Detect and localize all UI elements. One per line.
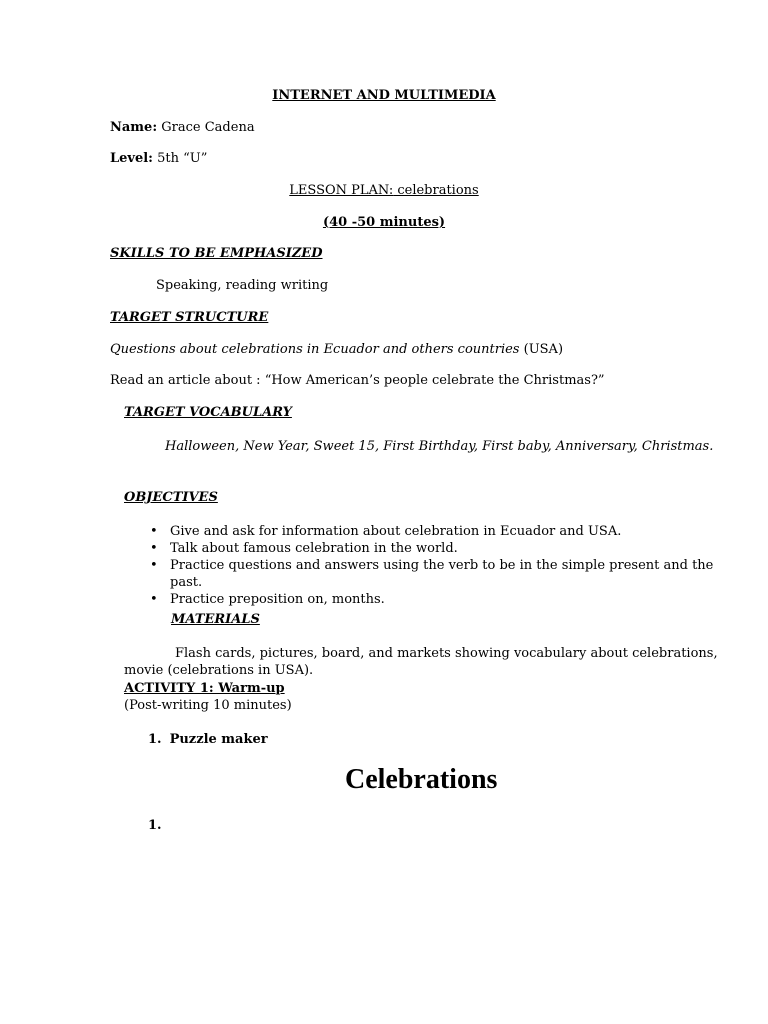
puzzle-title: Celebrations (345, 764, 498, 795)
level-label: Level: (110, 151, 153, 166)
name-value: Grace Cadena (157, 120, 255, 135)
name-line (110, 120, 255, 135)
structure-line-1-text: Questions about celebrations in Ecuador and others countries (110, 342, 520, 357)
structure-line-1 (110, 342, 563, 357)
name-label: Name: (110, 120, 158, 135)
activity-item-1-text: Puzzle maker (169, 732, 268, 747)
activity-item-1-number: 1. (148, 732, 162, 747)
materials-text-content: Flash cards, pictures, board, and markets showing vocabulary about celebrations, movie (celebrations in USA). (124, 646, 718, 678)
list-item: • Give and ask for information about celebration in Ecuador and USA. (150, 523, 730, 540)
list-item: • Talk about famous celebration in the world. (150, 540, 730, 557)
vocabulary-text: Halloween, New Year, Sweet 15, First Birthday, First baby, Anniversary, Christmas. (165, 439, 714, 454)
structure-line-1-suffix: (USA) (519, 342, 564, 357)
skills-heading: SKILLS TO BE EMPHASIZED (110, 246, 323, 261)
materials-heading: MATERIALS (171, 612, 260, 627)
structure-line-2: Read an article about : “How American’s people celebrate the Christmas?” (110, 373, 605, 388)
structure-heading: TARGET STRUCTURE (110, 310, 269, 325)
activity-item-1 (148, 732, 268, 747)
materials-text (124, 645, 724, 679)
lesson-duration: (40 -50 minutes) (322, 215, 446, 230)
activity-heading: ACTIVITY 1: Warm-up (124, 681, 285, 696)
objectives-heading: OBJECTIVES (124, 490, 218, 505)
puzzle-item-number: 1. (148, 818, 162, 833)
list-item: • Practice preposition on, months. (150, 591, 730, 608)
level-value: 5th “U” (152, 151, 208, 166)
level-line (110, 151, 207, 166)
activity-sub: (Post-writing 10 minutes) (124, 698, 292, 713)
list-item: • Practice questions and answers using the verb to be in the simple present and the past. (150, 557, 730, 591)
objectives-list (150, 523, 730, 608)
lesson-plan-value: celebrations (393, 183, 479, 198)
skills-text: Speaking, reading writing (156, 278, 329, 293)
lesson-plan-line (0, 183, 768, 198)
lesson-plan-label: LESSON PLAN: (289, 183, 394, 198)
page-title: INTERNET AND MULTIMEDIA (272, 88, 496, 103)
vocabulary-heading: TARGET VOCABULARY (124, 405, 292, 420)
